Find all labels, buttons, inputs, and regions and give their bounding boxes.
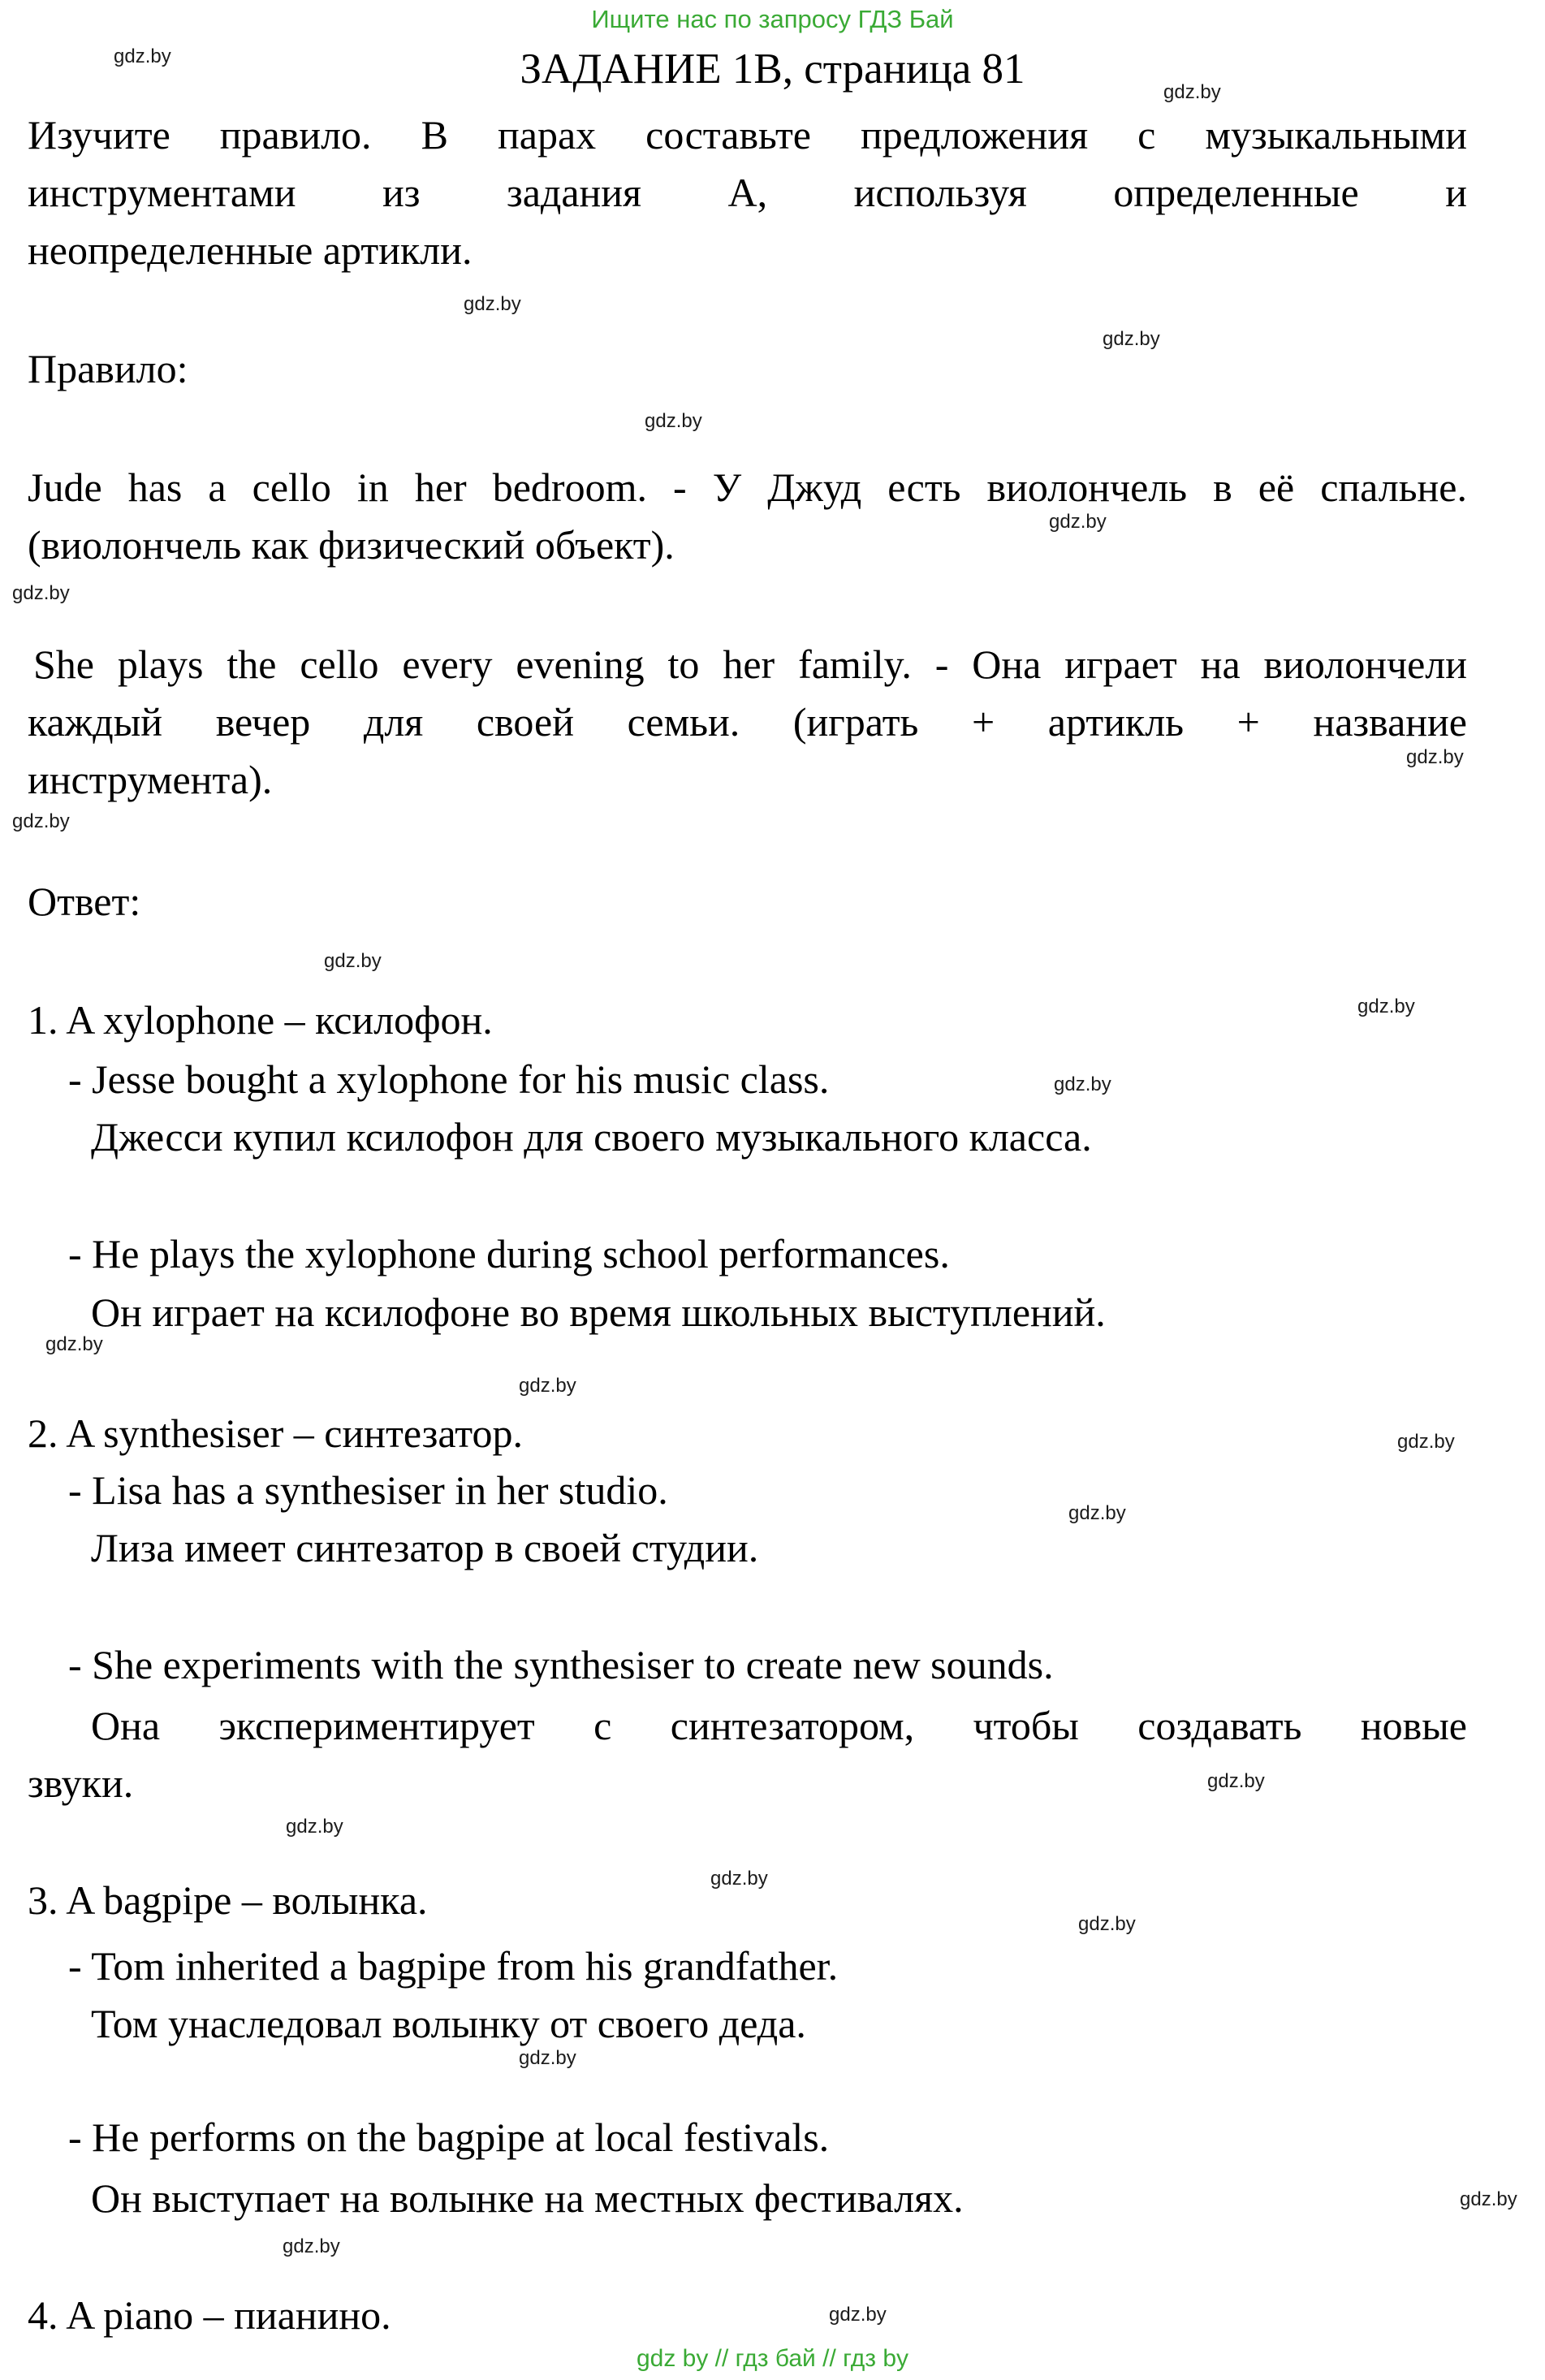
intro-line: Изучите правило. В парах составьте предложения с музыкальными — [28, 112, 1467, 158]
answer-item-heading: 3. A bagpipe – волынка. — [28, 1877, 428, 1923]
answer-label: Ответ: — [28, 879, 141, 924]
page-title: ЗАДАНИЕ 1В, страница 81 — [520, 45, 1025, 93]
rule-example-line: She plays the cello every evening to her family. - Она играет на виолончели — [33, 641, 1467, 687]
gdz-watermark: gdz.by — [464, 293, 521, 315]
gdz-watermark: gdz.by — [645, 410, 702, 432]
answer-item-line: - She experiments with the synthesiser to create new sounds. — [68, 1642, 1054, 1687]
answer-item-line: - Tom inherited a bagpipe from his grandfather. — [68, 1943, 839, 1989]
gdz-watermark: gdz.by — [1103, 328, 1160, 350]
gdz-watermark: gdz.by — [1406, 746, 1464, 768]
gdz-watermark: gdz.by — [12, 582, 70, 604]
gdz-watermark: gdz.by — [324, 950, 382, 972]
answer-item-line: Она экспериментирует с синтезатором, чтобы создавать новые — [91, 1703, 1467, 1748]
intro-line: неопределенные артикли. — [28, 227, 473, 273]
answer-item-line: Он выступает на волынке на местных фестивалях. — [91, 2175, 964, 2221]
gdz-watermark: gdz.by — [1207, 1770, 1265, 1792]
answer-item-heading: 4. A piano – пианино. — [28, 2292, 391, 2338]
gdz-watermark: gdz.by — [1049, 511, 1107, 533]
answer-item-line: - He performs on the bagpipe at local festivals. — [68, 2114, 830, 2160]
promo-banner: Ищите нас по запросу ГДЗ Бай — [591, 5, 954, 33]
answer-item-line: - He plays the xylophone during school performances. — [68, 1231, 950, 1276]
gdz-watermark: gdz.by — [710, 1868, 768, 1890]
answer-item-line: - Jesse bought a xylophone for his music class. — [68, 1056, 830, 1102]
answer-item-line: Джесси купил ксилофон для своего музыкального класса. — [91, 1114, 1092, 1160]
answer-item-line: - Lisa has a synthesiser in her studio. — [68, 1467, 668, 1513]
gdz-watermark: gdz.by — [12, 810, 70, 832]
gdz-watermark: gdz.by — [1068, 1502, 1126, 1524]
gdz-watermark: gdz.by — [1078, 1913, 1136, 1935]
rule-example-line: инструмента). — [28, 757, 273, 802]
rule-example-line: каждый вечер для своей семьи. (играть + артикль + название — [28, 699, 1467, 745]
answer-item-line: Он играет на ксилофоне во время школьных выступлений. — [91, 1289, 1106, 1335]
gdz-watermark: gdz.by — [1357, 996, 1415, 1017]
gdz-watermark: gdz.by — [829, 2304, 887, 2326]
gdz-watermark: gdz.by — [45, 1333, 103, 1355]
answer-item-line: Лиза имеет синтезатор в своей студии. — [91, 1525, 759, 1570]
intro-line: инструментами из задания А, используя определенные и — [28, 170, 1467, 215]
footer-banner: gdz by // гдз бай // гдз by — [636, 2345, 909, 2372]
rule-label: Правило: — [28, 346, 188, 391]
gdz-watermark: gdz.by — [114, 45, 171, 67]
answer-item-line: Том унаследовал волынку от своего деда. — [91, 2001, 806, 2046]
gdz-watermark: gdz.by — [286, 1816, 343, 1838]
answer-item-line: звуки. — [28, 1760, 134, 1806]
gdz-watermark: gdz.by — [519, 2047, 576, 2069]
gdz-watermark: gdz.by — [1163, 81, 1221, 103]
rule-example-line: (виолончель как физический объект). — [28, 522, 675, 568]
gdz-watermark: gdz.by — [1054, 1073, 1111, 1095]
answer-item-heading: 1. A xylophone – ксилофон. — [28, 997, 493, 1043]
answer-item-heading: 2. A synthesiser – синтезатор. — [28, 1410, 523, 1456]
gdz-watermark: gdz.by — [519, 1375, 576, 1397]
gdz-watermark: gdz.by — [1460, 2188, 1517, 2210]
gdz-watermark: gdz.by — [283, 2235, 340, 2257]
rule-example-line: Jude has a cello in her bedroom. - У Джуд есть виолончель в её спальне. — [28, 464, 1467, 510]
gdz-watermark: gdz.by — [1397, 1431, 1455, 1453]
